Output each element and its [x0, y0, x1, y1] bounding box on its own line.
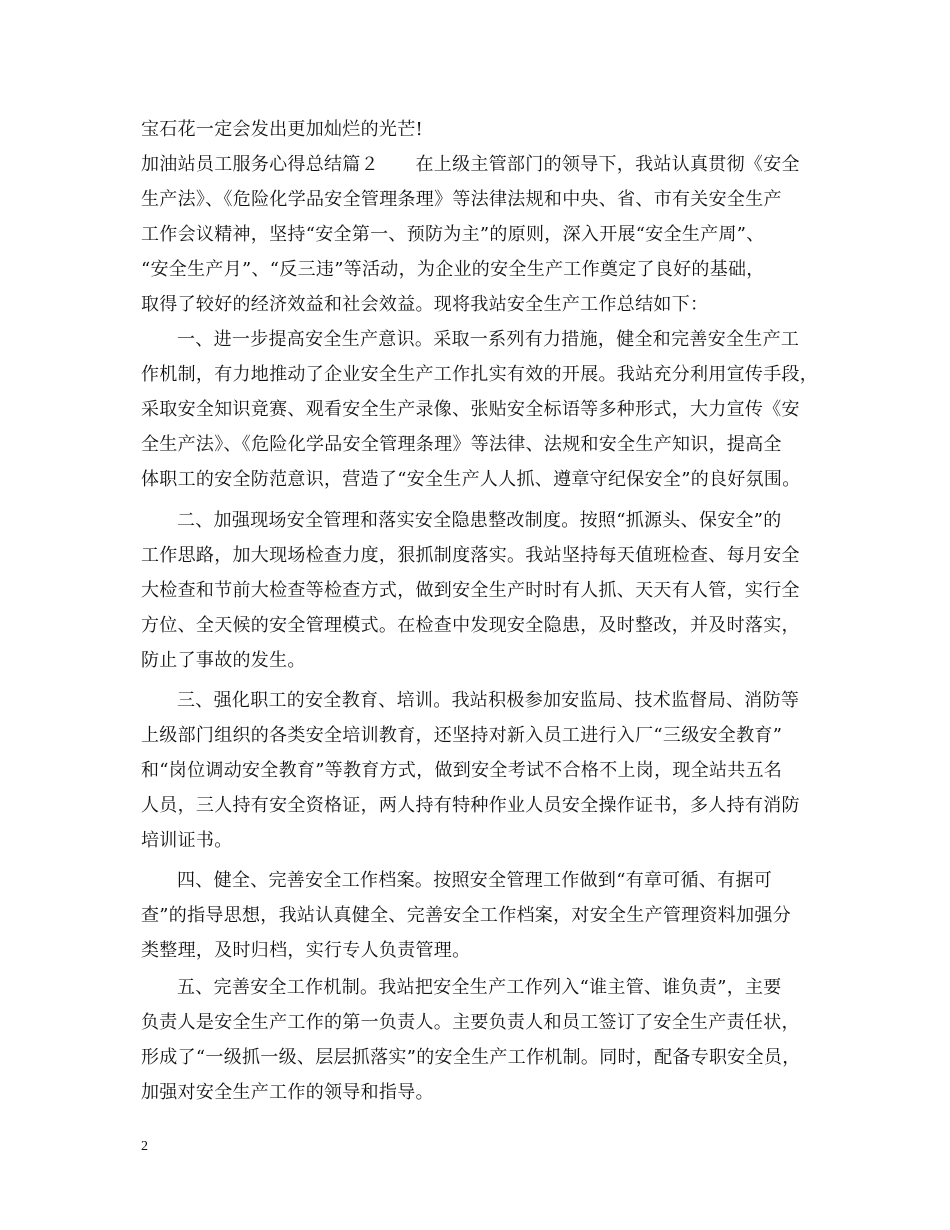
text-line: “安全生产月”、“反三违”等活动，为企业的安全生产工作奠定了良好的基础，: [141, 259, 765, 280]
text-line: 宝石花一定会发出更加灿烂的光芒!: [141, 119, 424, 140]
text-line: 大检查和节前大检查等检查方式，做到安全生产时时有人抓、天天有人管，实行全: [141, 580, 800, 601]
text-line: 上级部门组织的各类安全培训教育，还坚持对新入员工进行入厂“三级安全教育”: [141, 725, 783, 746]
text-line: 方位、全天候的安全管理模式。在检查中发现安全隐患，及时整改，并及时落实，: [141, 615, 800, 636]
text-line: 体职工的安全防范意识，营造了“安全生产人人抓、遵章守纪保安全”的良好氛围。: [141, 469, 801, 490]
text-line: 和“岗位调动安全教育”等教育方式，做到安全考试不合格不上岗，现全站共五名: [141, 760, 783, 781]
text-line: 全生产法》、《危险化学品安全管理条理》等法律、法规和安全生产知识，提高全: [141, 434, 782, 455]
text-line: 加强对安全生产工作的领导和指导。: [141, 1082, 434, 1103]
text-line: 培训证书。: [141, 830, 233, 851]
text-line: 四、健全、完善安全工作档案。按照安全管理工作做到“有章可循、有据可: [177, 870, 773, 891]
text-line: 一、进一步提高安全生产意识。采取一系列有力措施，健全和完善安全生产工: [177, 329, 800, 350]
text-line: 工作会议精神，坚持“安全第一、预防为主”的原则，深入开展“安全生产周”、: [141, 224, 765, 245]
text-line: 人员，三人持有安全资格证，两人持有特种作业人员安全操作证书，多人持有消防: [141, 795, 800, 816]
text-line: 作机制，有力地推动了企业安全生产工作扎实有效的开展。我站充分利用宣传手段，: [141, 364, 819, 385]
text-line: 三、强化职工的安全教育、培训。我站积极参加安监局、技术监督局、消防等: [177, 690, 800, 711]
text-line: 类整理，及时归档，实行专人负责管理。: [141, 940, 471, 961]
text-line: 工作思路，加大现场检查力度，狠抓制度落实。我站坚持每天值班检查、每月安全: [141, 545, 800, 566]
page-number: 2: [141, 1139, 148, 1154]
text-line: 防止了事故的发生。: [141, 650, 306, 671]
text-line: 取得了较好的经济效益和社会效益。现将我站安全生产工作总结如下：: [141, 294, 709, 315]
text-line: 负责人是安全生产工作的第一负责人。主要负责人和员工签订了安全生产责任状，: [141, 1012, 800, 1033]
text-line: 查”的指导思想，我站认真健全、完善安全工作档案，对安全生产管理资料加强分: [141, 905, 791, 926]
text-line: 生产法》、《危险化学品安全管理条理》等法律法规和中央、省、市有关安全生产: [141, 189, 782, 210]
text-line: 五、完善安全工作机制。我站把安全生产工作列入“谁主管、谁负责”，主要: [177, 977, 782, 998]
text-line: 采取安全知识竟赛、观看安全生产录像、张贴安全标语等多种形式，大力宣传《安: [141, 399, 800, 420]
text-line: 二、加强现场安全管理和落实安全隐患整改制度。按照“抓源头、保安全”的: [177, 510, 782, 531]
text-line: 形成了“一级抓一级、层层抓落实”的安全生产工作机制。同时，配备专职安全员，: [141, 1047, 801, 1068]
text-line: 加油站员工服务心得总结篇２ 在上级主管部门的领导下，我站认真贯彻《安全: [141, 154, 800, 175]
